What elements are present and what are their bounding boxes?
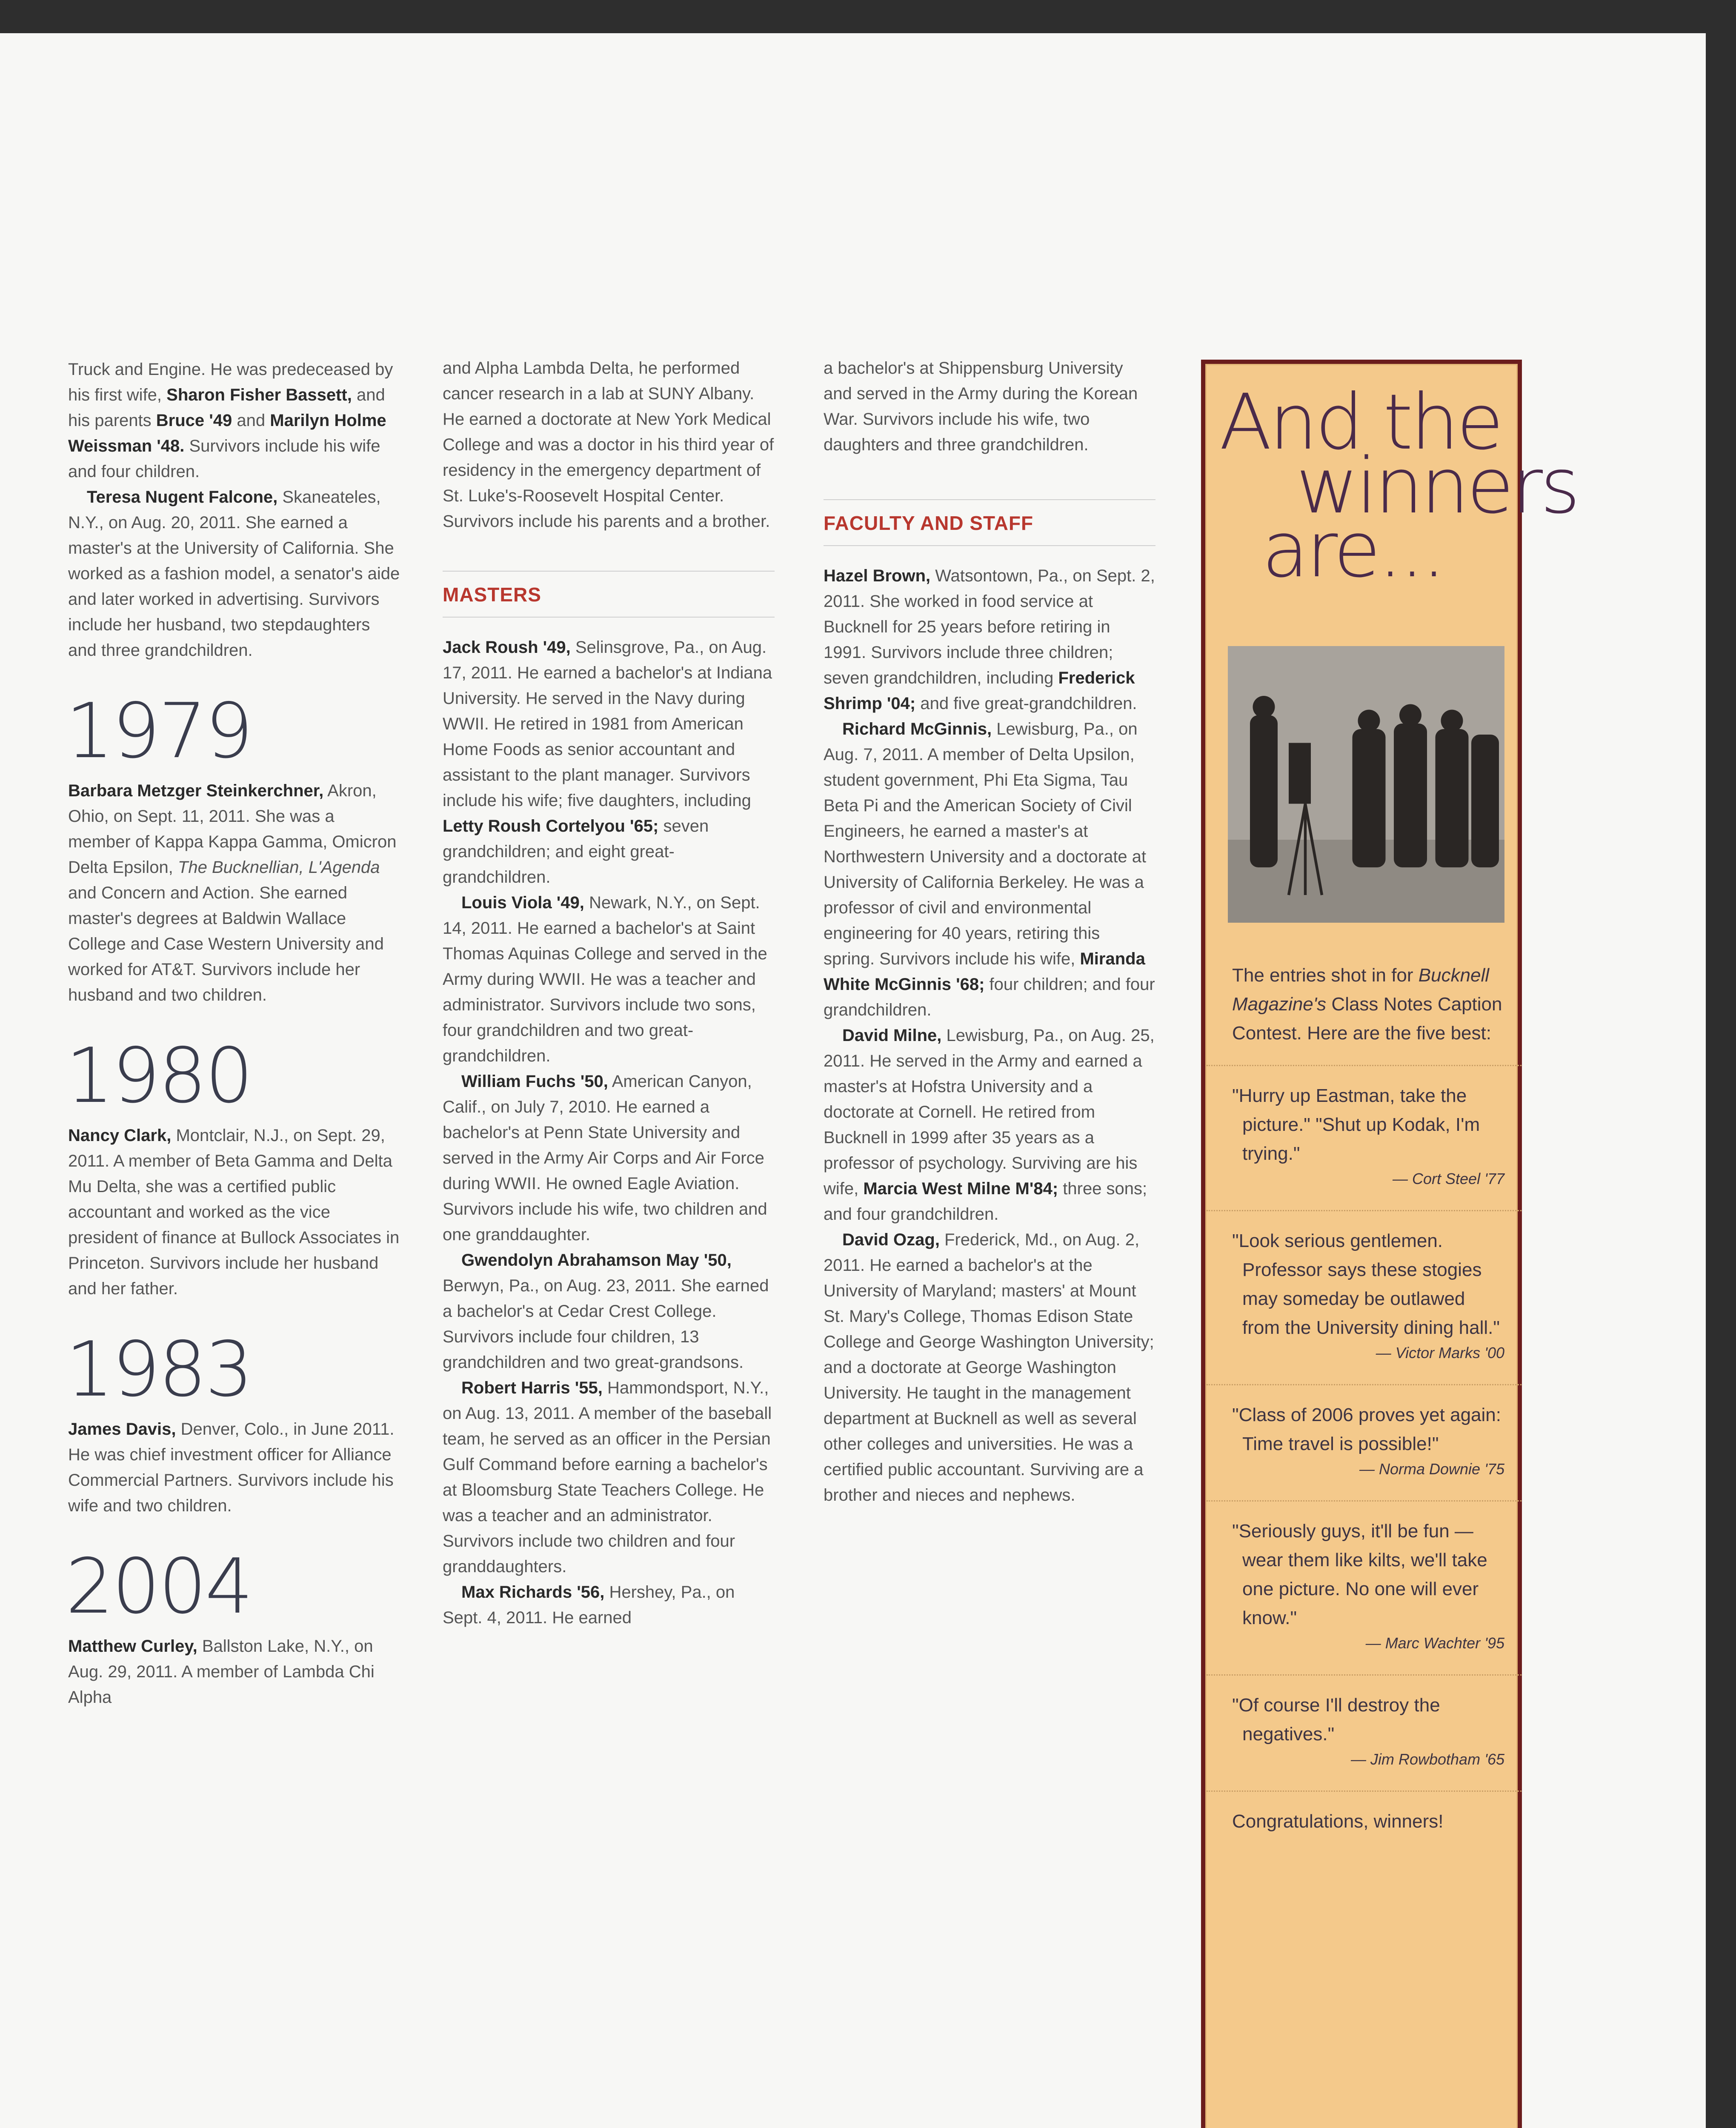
class-year-heading: 1980 xyxy=(66,1032,252,1120)
class-year-heading: 2004 xyxy=(66,1542,252,1630)
caption-author: — Jim Rowbotham '65 xyxy=(1350,1750,1504,1768)
winning-caption: "Seriously guys, it'll be fun — wear them like kilts, we'll take one picture. No one will ever know." — Marc Wachter '95 xyxy=(1232,1517,1504,1654)
divider xyxy=(1207,1384,1522,1385)
vintage-photo xyxy=(1228,646,1504,923)
caption-author: — Norma Downie '75 xyxy=(1359,1460,1504,1478)
divider xyxy=(1207,1065,1522,1066)
caption-contest-sidebar xyxy=(1201,360,1578,2128)
obit-entry: Hazel Brown, Watsontown, Pa., on Sept. 2, 2011. She worked in food service at Bucknell for 25 years before retiring in 1991. Survivors include three children; seven grandchildren, including Frederick Shrimp '04; and five great-grandchildren. xyxy=(824,566,1155,713)
obit-entry: Robert Harris '55, Hammondsport, N.Y., on Aug. 13, 2011. A member of the baseball team, he served as an officer in the Persian Gulf Command before earning a bachelor's at Bloomsburg State Teachers College. He was a teacher and an administrator. Survivors include two children and four granddaughters. xyxy=(443,1379,772,1576)
sidebar-text xyxy=(1232,961,1504,1836)
column-2 xyxy=(443,355,775,1630)
obit-entry: David Ozag, Frederick, Md., on Aug. 2, 2011. He earned a bachelor's at the University of Maryland; masters' at Mount St. Mary's College, Thomas Edison State College and George Washington University; and a doctorate at George Washington University. He taught in the management department at Bucknell as well as several other colleges and universities. He was a certified public accountant. Surviving are a brother and nieces and nephews. xyxy=(824,1230,1154,1504)
column-3 xyxy=(824,355,1155,1508)
obit-entry: Truck and Engine. He was predeceased by his first wife, Sharon Fisher Bassett, and his parents Bruce '49 and Marilyn Holme Weissman '48. Survivors include his wife and four children. xyxy=(68,360,393,481)
congratulations-text: Congratulations, winners! xyxy=(1232,1811,1444,1832)
obit-entry: Nancy Clark, Montclair, N.J., on Sept. 29, 2011. A member of Beta Gamma and Delta Mu Delta, she was a certified public accountant and worked as the vice president of finance at Bullock Associates in Princeton. Survivors include her husband and her father. xyxy=(68,1126,400,1298)
winning-caption: "Hurry up Eastman, take the picture." "Shut up Kodak, I'm trying." — Cort Steel '77 xyxy=(1232,1081,1504,1190)
divider xyxy=(1207,1210,1522,1211)
divider xyxy=(1207,1500,1522,1502)
obit-entry: Gwendolyn Abrahamson May '50, Berwyn, Pa., on Aug. 23, 2011. She earned a bachelor's at Cedar Crest College. Survivors include four children, 13 grandchildren and two great-grandsons. xyxy=(443,1251,769,1372)
winning-caption: "Of course I'll destroy the negatives." — Jim Rowbotham '65 xyxy=(1232,1691,1504,1770)
divider xyxy=(1207,1674,1522,1676)
section-heading-masters: MASTERS xyxy=(443,571,775,618)
column-1 xyxy=(68,357,400,1710)
obit-entry: and Alpha Lambda Delta, he performed cancer research in a lab at SUNY Albany. He earned a doctorate at New York Medical College and was a doctor in his third year of residency in the emergency department of St. Luke's-Roosevelt Hospital Center. Survivors include his parents and a brother. xyxy=(443,359,774,531)
obit-entry: Barbara Metzger Steinkerchner, Akron, Ohio, on Sept. 11, 2011. She was a member of Kappa Kappa Gamma, Omicron Delta Epsilon, The Bucknellian, L'Agenda and Concern and Action. She earned master's degrees at Baldwin Wallace College and Case Western University and worked for AT&T. Survivors include her husband and two children. xyxy=(68,781,397,1004)
obit-entry: Richard McGinnis, Lewisburg, Pa., on Aug. 7, 2011. A member of Delta Upsilon, student government, Phi Eta Sigma, Tau Beta Pi and the American Society of Civil Engineers, he earned a master's at Northwestern University and a doctorate at University of California Berkeley. He was a professor of civil and environmental engineering for 40 years, retiring this spring. Survivors include his wife, Miranda White McGinnis '68; four children; and four grandchildren. xyxy=(824,720,1155,1019)
sidebar-intro: The entries shot in for Bucknell Magazine's Class Notes Caption Contest. Here are the five best: xyxy=(1232,965,1502,1044)
obit-entry: a bachelor's at Shippensburg University and served in the Army during the Korean War. Survivors include his wife, two daughters and three grandchildren. xyxy=(824,359,1138,454)
obit-entry: David Milne, Lewisburg, Pa., on Aug. 25, 2011. He served in the Army and earned a master's at Hofstra University and a doctorate at Cornell. He retired from Bucknell in 1999 after 35 years as a professor of psychology. Surviving are his wife, Marcia West Milne M'84; three sons; and four grandchildren. xyxy=(824,1026,1155,1224)
sidebar-panel xyxy=(1205,364,1578,2128)
class-year-heading: 1979 xyxy=(66,687,252,775)
caption-author: — Victor Marks '00 xyxy=(1376,1344,1504,1361)
class-year-heading: 1983 xyxy=(66,1325,252,1413)
obit-entry: Max Richards '56, Hershey, Pa., on Sept. 4, 2011. He earned xyxy=(443,1583,735,1627)
obit-entry: Louis Viola '49, Newark, N.Y., on Sept. 14, 2011. He earned a bachelor's at Saint Thomas Aquinas College and served in the Army during WWII. He was a teacher and administrator. Survivors include two sons, four grandchildren and two great-grandchildren. xyxy=(443,893,767,1065)
obit-entry: Matthew Curley, Ballston Lake, N.Y., on Aug. 29, 2011. A member of Lambda Chi Alpha xyxy=(68,1637,375,1707)
caption-author: — Marc Wachter '95 xyxy=(1365,1634,1504,1652)
winning-caption: "Class of 2006 proves yet again: Time travel is possible!" — Norma Downie '75 xyxy=(1232,1401,1504,1480)
caption-author: — Cort Steel '77 xyxy=(1393,1170,1504,1187)
divider xyxy=(1207,1790,1522,1792)
obit-entry: James Davis, Denver, Colo., in June 2011. He was chief investment officer for Alliance Commercial Partners. Survivors include his wife and two children. xyxy=(68,1420,395,1515)
section-heading-faculty-staff: FACULTY AND STAFF xyxy=(824,499,1155,546)
obit-entry: Jack Roush '49, Selinsgrove, Pa., on Aug. 17, 2011. He earned a bachelor's at Indiana University. He served in the Navy during WWII. He retired in 1981 from American Home Foods as senior accountant and assistant to the plant manager. Survivors include his wife; five daughters, including Letty Roush Cortelyou '65; seven grandchildren; and eight great-grandchildren. xyxy=(443,638,772,887)
obit-entry: William Fuchs '50, American Canyon, Calif., on July 7, 2010. He earned a bachelor's at Penn State University and served in the Army Air Corps and Air Force during WWII. He owned Eagle Aviation. Survivors include his wife, two children and one granddaughter. xyxy=(443,1072,767,1244)
obit-entry: Teresa Nugent Falcone, Skaneateles, N.Y., on Aug. 20, 2011. She earned a master's at the University of California. She worked as a fashion model, a senator's aide and later worked in advertising. Survivors include her husband, two stepdaughters and three grandchildren. xyxy=(68,488,400,660)
sidebar-title: And the winners are... xyxy=(1219,378,1578,595)
winning-caption: "Look serious gentlemen. Professor says these stogies may someday be outlawed from the University dining hall." — Victor Marks '00 xyxy=(1232,1227,1504,1364)
